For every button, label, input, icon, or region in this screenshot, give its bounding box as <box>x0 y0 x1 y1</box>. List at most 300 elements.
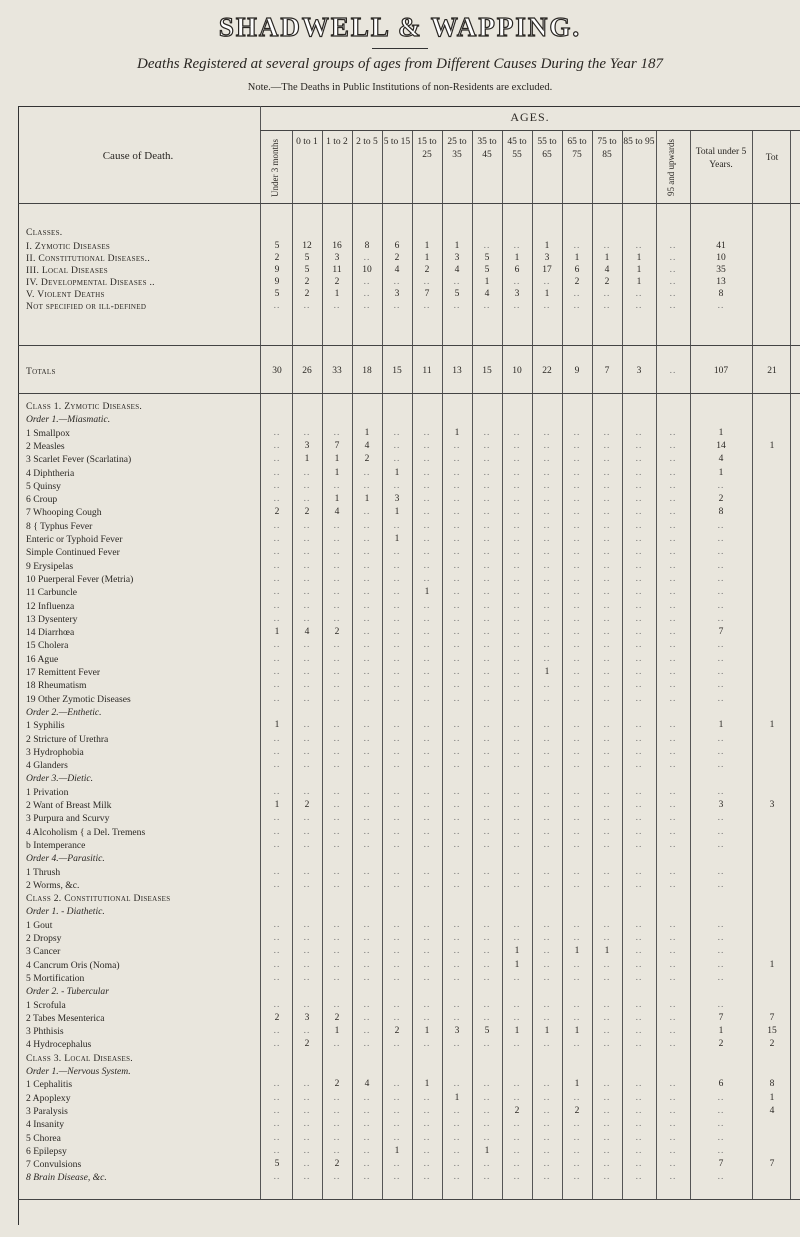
detail-row-cell: 1 <box>394 467 400 478</box>
detail-row-cell: .. <box>483 547 491 558</box>
detail-row-cell: .. <box>453 520 461 531</box>
detail-row-cell: .. <box>453 720 461 731</box>
detail-row-cell: .. <box>513 653 521 664</box>
detail-row-cell: .. <box>453 1105 461 1116</box>
detail-row-cell: .. <box>635 999 643 1010</box>
detail-row-cell: 1 <box>514 959 520 970</box>
detail-row-cell: .. <box>453 1039 461 1050</box>
detail-row-cell: .. <box>573 507 581 518</box>
detail-row-cell: 1 <box>514 946 520 957</box>
detail-row-cell: .. <box>393 454 401 465</box>
detail-row-cell: .. <box>333 933 341 943</box>
detail-row-cell: .. <box>669 919 677 930</box>
detail-row-cell: .. <box>453 627 461 638</box>
detail-row-cell: .. <box>635 1092 643 1103</box>
detail-row-cell: .. <box>543 1145 551 1156</box>
class-row-cell: .. <box>513 301 521 311</box>
detail-row-cell: .. <box>453 786 461 797</box>
class-row-cell: .. <box>423 301 431 311</box>
detail-row-cell: 2 <box>718 494 724 505</box>
detail-row-cell: .. <box>717 1105 725 1116</box>
detail-row-cell: .. <box>303 1026 311 1037</box>
detail-row-cell: 1 <box>769 959 775 970</box>
detail-row-cell: .. <box>669 1132 677 1143</box>
detail-row-cell: .. <box>363 1026 371 1037</box>
detail-row-cell: .. <box>453 839 461 850</box>
detail-row-cell: .. <box>573 693 581 704</box>
detail-row-cell: .. <box>333 1145 341 1156</box>
class-row-cell: 1 <box>424 253 430 263</box>
detail-row-cell: .. <box>717 933 725 943</box>
detail-row-cell: .. <box>717 680 725 691</box>
detail-row-cell: .. <box>273 640 281 651</box>
detail-row-cell: .. <box>717 866 725 877</box>
detail-row-cell: .. <box>393 1092 401 1103</box>
detail-row-cell: .. <box>393 547 401 558</box>
detail-row-cell: 7 <box>769 1012 775 1023</box>
detail-row-cell: .. <box>513 813 521 824</box>
row-rule <box>18 393 800 394</box>
detail-row-cell: .. <box>453 667 461 677</box>
class-row-cell: 1 <box>574 253 580 263</box>
detail-row-cell: .. <box>603 826 611 837</box>
detail-row-cell: .. <box>333 800 341 810</box>
detail-row-cell: .. <box>669 454 677 465</box>
detail-row-cell: .. <box>669 1105 677 1116</box>
detail-row-cell: .. <box>423 454 431 465</box>
age-column-header-14: Total under 5 Years. <box>695 147 747 170</box>
detail-row-cell: .. <box>453 1145 461 1156</box>
detail-row-cell: .. <box>573 919 581 930</box>
detail-row-cell: .. <box>717 786 725 797</box>
detail-row-cell: 7 <box>718 1012 724 1023</box>
detail-row-cell: .. <box>303 946 311 957</box>
detail-row-cell: 1 <box>364 494 370 505</box>
detail-row-cell: .. <box>635 640 643 651</box>
detail-row-cell: .. <box>363 999 371 1010</box>
detail-row-cell: .. <box>303 1079 311 1090</box>
class-row-cell: .. <box>573 301 581 311</box>
detail-row-label: Order 1.—Nervous System. <box>26 1066 131 1077</box>
detail-row-cell: .. <box>669 507 677 518</box>
detail-row-cell: .. <box>573 866 581 877</box>
detail-row-cell: .. <box>333 693 341 704</box>
detail-row-cell: .. <box>669 467 677 478</box>
detail-row-cell: 1 <box>769 440 775 451</box>
detail-row-cell: .. <box>273 560 281 571</box>
detail-row-cell: .. <box>543 693 551 704</box>
detail-row-cell: .. <box>603 786 611 797</box>
detail-row-cell: .. <box>573 653 581 664</box>
detail-row-label: 3 Phthisis <box>26 1026 64 1038</box>
detail-row-cell: .. <box>453 613 461 624</box>
detail-row-cell: .. <box>333 866 341 877</box>
detail-row-label: Order 2.—Enthetic. <box>26 706 102 718</box>
detail-row-cell: .. <box>717 613 725 624</box>
class-row-label: III. Local Diseases <box>26 265 108 276</box>
detail-row-cell: .. <box>543 600 551 611</box>
detail-row-label: 1 Cephalitis <box>26 1079 73 1091</box>
detail-row-cell: .. <box>483 427 491 438</box>
detail-row-label: 4 Glanders <box>26 760 68 772</box>
detail-row-cell: .. <box>635 427 643 438</box>
class-row-label: IV. Developmental Diseases .. <box>26 277 155 288</box>
detail-row-cell: .. <box>273 693 281 704</box>
detail-row-cell: .. <box>423 800 431 810</box>
detail-row-cell: .. <box>717 560 725 571</box>
detail-row-cell: .. <box>603 653 611 664</box>
detail-row-cell: .. <box>423 1039 431 1050</box>
detail-row-label: 1 Syphilis <box>26 720 65 732</box>
detail-row-cell: .. <box>543 520 551 531</box>
detail-row-cell: .. <box>363 693 371 704</box>
detail-row-cell: .. <box>635 720 643 731</box>
detail-row-cell: .. <box>273 879 281 890</box>
detail-row-cell: .. <box>333 919 341 930</box>
detail-row-cell: .. <box>543 786 551 797</box>
detail-row-cell: 1 <box>424 587 430 598</box>
class-row-cell: 5 <box>484 265 490 275</box>
detail-row-cell: .. <box>423 946 431 957</box>
detail-row-cell: .. <box>393 573 401 584</box>
detail-row-cell: .. <box>669 547 677 558</box>
detail-row-cell: 1 <box>274 627 280 638</box>
detail-row-cell: .. <box>513 760 521 771</box>
detail-row-cell: .. <box>363 627 371 638</box>
detail-row-cell: .. <box>635 627 643 638</box>
detail-row-cell: .. <box>453 800 461 810</box>
detail-row-cell: .. <box>717 1092 725 1103</box>
age-column-header-4: 5 to 15 <box>383 137 411 147</box>
class-row-cell: 17 <box>542 265 552 275</box>
detail-row-cell: .. <box>423 746 431 757</box>
detail-row-cell: .. <box>303 813 311 824</box>
totals-row-cell: 26 <box>302 366 312 376</box>
detail-row-cell: .. <box>513 839 521 850</box>
detail-row-cell: .. <box>573 547 581 558</box>
detail-row-cell: .. <box>669 653 677 664</box>
detail-row-cell: .. <box>717 972 725 983</box>
detail-row-cell: .. <box>393 1172 401 1183</box>
detail-row-cell: .. <box>273 680 281 691</box>
detail-row-cell: .. <box>333 640 341 651</box>
detail-row-cell: .. <box>303 1172 311 1183</box>
detail-row-cell: .. <box>543 1092 551 1103</box>
detail-row-cell: .. <box>273 653 281 664</box>
detail-row-cell: .. <box>333 813 341 824</box>
detail-row-cell: 1 <box>769 720 775 731</box>
detail-row-cell: .. <box>273 733 281 744</box>
detail-row-cell: .. <box>543 999 551 1010</box>
detail-row-cell: .. <box>635 534 643 544</box>
detail-row-cell: 4 <box>334 507 340 518</box>
detail-row-cell: 2 <box>304 1039 310 1050</box>
detail-row-cell: .. <box>669 800 677 810</box>
class-row-cell: .. <box>333 301 341 311</box>
detail-row-cell: .. <box>393 667 401 677</box>
detail-row-cell: .. <box>393 653 401 664</box>
detail-row-cell: .. <box>333 613 341 624</box>
detail-row-cell: .. <box>483 440 491 451</box>
detail-row-label: 3 Purpura and Scurvy <box>26 813 110 825</box>
row-rule <box>18 345 800 346</box>
detail-row-cell: .. <box>635 560 643 571</box>
detail-row-cell: 1 <box>394 534 400 544</box>
detail-row-label: 2 Dropsy <box>26 933 62 944</box>
detail-row-cell: .. <box>513 627 521 638</box>
detail-row-cell: .. <box>543 813 551 824</box>
detail-row-cell: .. <box>603 1039 611 1050</box>
detail-row-cell: .. <box>363 534 371 544</box>
class-row-cell: 6 <box>574 265 580 275</box>
detail-row-cell: .. <box>423 786 431 797</box>
class-row-cell: .. <box>635 289 643 299</box>
detail-row-cell: .. <box>603 933 611 943</box>
detail-row-cell: .. <box>573 640 581 651</box>
detail-row-cell: .. <box>423 653 431 664</box>
detail-row-cell: .. <box>669 746 677 757</box>
detail-row-cell: .. <box>573 1132 581 1143</box>
detail-row-cell: .. <box>543 879 551 890</box>
class-row-cell: .. <box>669 301 677 311</box>
detail-row-cell: .. <box>273 600 281 611</box>
detail-row-cell: .. <box>393 733 401 744</box>
detail-row-cell: .. <box>273 587 281 598</box>
class-row-cell: 1 <box>636 265 642 275</box>
detail-row-cell: .. <box>483 454 491 465</box>
class-row-cell: .. <box>717 301 725 311</box>
detail-row-cell: .. <box>333 573 341 584</box>
detail-row-cell: .. <box>273 1105 281 1116</box>
detail-row-cell: .. <box>303 866 311 877</box>
detail-row-cell: .. <box>635 454 643 465</box>
totals-row-cell: 18 <box>362 366 372 376</box>
detail-row-cell: 2 <box>334 1012 340 1023</box>
detail-row-cell: 2 <box>718 1039 724 1050</box>
detail-row-label: 4 Cancrum Oris (Noma) <box>26 959 120 971</box>
detail-row-cell: .. <box>669 520 677 531</box>
detail-row-cell: .. <box>393 440 401 451</box>
detail-row-cell: .. <box>273 547 281 558</box>
detail-row-cell: .. <box>423 999 431 1010</box>
detail-row-cell: .. <box>635 600 643 611</box>
detail-row-cell: .. <box>635 1172 643 1183</box>
detail-row-cell: .. <box>603 494 611 505</box>
detail-row-cell: .. <box>423 1092 431 1103</box>
detail-row-cell: .. <box>453 440 461 451</box>
class-row-cell: 13 <box>716 277 726 287</box>
detail-row-cell: .. <box>603 1105 611 1116</box>
detail-row-label: Order 4.—Parasitic. <box>26 853 105 865</box>
class-row-cell: 5 <box>274 289 280 299</box>
detail-row-cell: .. <box>303 760 311 771</box>
detail-row-cell: .. <box>423 720 431 731</box>
detail-row-cell: 1 <box>718 427 724 438</box>
detail-row-cell: .. <box>393 933 401 943</box>
detail-row-cell: .. <box>669 972 677 983</box>
detail-row-cell: .. <box>513 547 521 558</box>
detail-row-cell: .. <box>543 653 551 664</box>
class-row-cell: .. <box>483 301 491 311</box>
detail-row-cell: .. <box>273 573 281 584</box>
detail-row-cell: 7 <box>718 1159 724 1170</box>
class-row-cell: 7 <box>424 289 430 299</box>
detail-row-cell: .. <box>483 587 491 598</box>
detail-row-cell: .. <box>423 667 431 677</box>
class-row-cell: 4 <box>484 289 490 299</box>
class-row-cell: .. <box>393 277 401 287</box>
detail-row-cell: .. <box>273 839 281 850</box>
detail-row-cell: .. <box>273 467 281 478</box>
totals-row-cell: 7 <box>604 366 610 376</box>
detail-row-cell: .. <box>603 640 611 651</box>
class-row-cell: 3 <box>544 253 550 263</box>
detail-row-cell: .. <box>363 746 371 757</box>
totals-row-cell: 13 <box>452 366 462 376</box>
detail-row-cell: .. <box>513 1145 521 1156</box>
detail-row-cell: .. <box>603 547 611 558</box>
age-column-header-13: 95 and upwards <box>666 139 676 197</box>
detail-row-cell: .. <box>669 600 677 611</box>
detail-row-cell: .. <box>333 1119 341 1130</box>
detail-row-cell: 4 <box>304 627 310 638</box>
detail-row-cell: 1 <box>394 1145 400 1156</box>
detail-row-cell: .. <box>303 1159 311 1170</box>
detail-row-label: 7 Whooping Cough <box>26 507 102 519</box>
detail-row-cell: 3 <box>394 494 400 505</box>
detail-row-label: 3 Paralysis <box>26 1105 68 1117</box>
detail-row-cell: .. <box>453 547 461 558</box>
detail-row-cell: .. <box>543 826 551 837</box>
detail-row-cell: .. <box>543 494 551 505</box>
detail-row-cell: .. <box>603 613 611 624</box>
class-row-cell: .. <box>453 277 461 287</box>
detail-row-cell: .. <box>573 534 581 544</box>
detail-row-cell: .. <box>483 919 491 930</box>
age-column-header-1: 0 to 1 <box>296 137 318 147</box>
class-row-cell: .. <box>363 301 371 311</box>
class-row-cell: 1 <box>454 241 460 251</box>
detail-row-cell: .. <box>603 534 611 544</box>
detail-row-cell: .. <box>303 879 311 890</box>
detail-row-cell: .. <box>603 440 611 451</box>
detail-row-cell: .. <box>363 839 371 850</box>
detail-row-cell: .. <box>423 813 431 824</box>
class-row-cell: .. <box>513 277 521 287</box>
detail-row-cell: .. <box>543 440 551 451</box>
detail-row-cell: .. <box>543 959 551 970</box>
detail-row-cell: .. <box>273 1145 281 1156</box>
detail-row-cell: .. <box>393 999 401 1010</box>
detail-row-cell: .. <box>423 427 431 438</box>
class-row-cell: 1 <box>544 241 550 251</box>
detail-row-cell: .. <box>303 733 311 744</box>
detail-row-label: 18 Rheumatism <box>26 680 87 692</box>
detail-row-label: 5 Quinsy <box>26 480 61 492</box>
detail-row-cell: .. <box>603 972 611 983</box>
detail-row-cell: .. <box>635 1159 643 1170</box>
class-row-cell: .. <box>273 301 281 311</box>
detail-row-cell: .. <box>513 454 521 465</box>
detail-row-cell: .. <box>573 1159 581 1170</box>
detail-row-cell: .. <box>717 879 725 890</box>
detail-row-cell: .. <box>669 587 677 598</box>
detail-row-cell: .. <box>423 959 431 970</box>
detail-row-cell: .. <box>363 680 371 691</box>
age-column-header-15: Tot <box>765 153 779 163</box>
detail-row-cell: .. <box>669 879 677 890</box>
detail-row-cell: .. <box>573 720 581 731</box>
detail-row-cell: 7 <box>718 627 724 638</box>
detail-row-cell: .. <box>669 427 677 438</box>
detail-row-label: 4 Diphtheria <box>26 467 75 479</box>
detail-row-cell: .. <box>363 1119 371 1130</box>
class-row-cell: .. <box>603 301 611 311</box>
class-row-cell: .. <box>669 241 677 251</box>
detail-row-cell: .. <box>669 560 677 571</box>
detail-row-cell: .. <box>333 653 341 664</box>
detail-row-label: b Intemperance <box>26 839 86 851</box>
detail-row-cell: .. <box>483 959 491 970</box>
detail-row-cell: .. <box>635 1145 643 1156</box>
detail-row-cell: .. <box>333 879 341 890</box>
detail-row-cell: 1 <box>334 1026 340 1037</box>
detail-row-cell: 3 <box>304 1012 310 1023</box>
detail-row-label: 2 Worms, &c. <box>26 879 80 891</box>
detail-row-cell: .. <box>303 573 311 584</box>
detail-row-cell: .. <box>363 760 371 771</box>
detail-row-cell: .. <box>273 494 281 505</box>
detail-row-cell: 1 <box>769 1092 775 1103</box>
detail-row-cell: .. <box>513 879 521 890</box>
detail-row-cell: .. <box>453 507 461 518</box>
detail-row-cell: 1 <box>604 946 610 957</box>
detail-row-cell: .. <box>635 587 643 598</box>
detail-row-cell: .. <box>333 1172 341 1183</box>
detail-row-cell: .. <box>635 946 643 957</box>
detail-row-cell: .. <box>423 1132 431 1143</box>
detail-row-cell: .. <box>453 480 461 491</box>
class-row-cell: 1 <box>484 277 490 287</box>
detail-row-cell: 1 <box>364 427 370 438</box>
detail-row-cell: .. <box>363 1012 371 1023</box>
detail-row-cell: 6 <box>718 1079 724 1090</box>
detail-row-cell: .. <box>635 693 643 704</box>
detail-row-cell: 1 <box>334 454 340 465</box>
class-row-cell: .. <box>543 277 551 287</box>
detail-row-cell: .. <box>333 547 341 558</box>
detail-row-cell: .. <box>363 640 371 651</box>
detail-row-cell: .. <box>333 667 341 677</box>
detail-row-cell: 3 <box>769 800 775 810</box>
age-column-header-3: 2 to 5 <box>356 137 378 147</box>
detail-row-cell: 1 <box>334 467 340 478</box>
class-row-cell: 12 <box>302 241 312 251</box>
class-row-cell: .. <box>543 301 551 311</box>
detail-row-cell: .. <box>513 1132 521 1143</box>
detail-row-cell: 1 <box>424 1079 430 1090</box>
detail-row-cell: .. <box>717 640 725 651</box>
detail-row-cell: .. <box>543 547 551 558</box>
detail-row-cell: .. <box>483 534 491 544</box>
detail-row-cell: .. <box>483 946 491 957</box>
detail-row-cell: .. <box>573 587 581 598</box>
class-row-cell: .. <box>669 289 677 299</box>
detail-row-cell: .. <box>669 813 677 824</box>
detail-row-cell: .. <box>273 746 281 757</box>
detail-row-cell: .. <box>543 1079 551 1090</box>
class-row-cell: 9 <box>274 265 280 275</box>
